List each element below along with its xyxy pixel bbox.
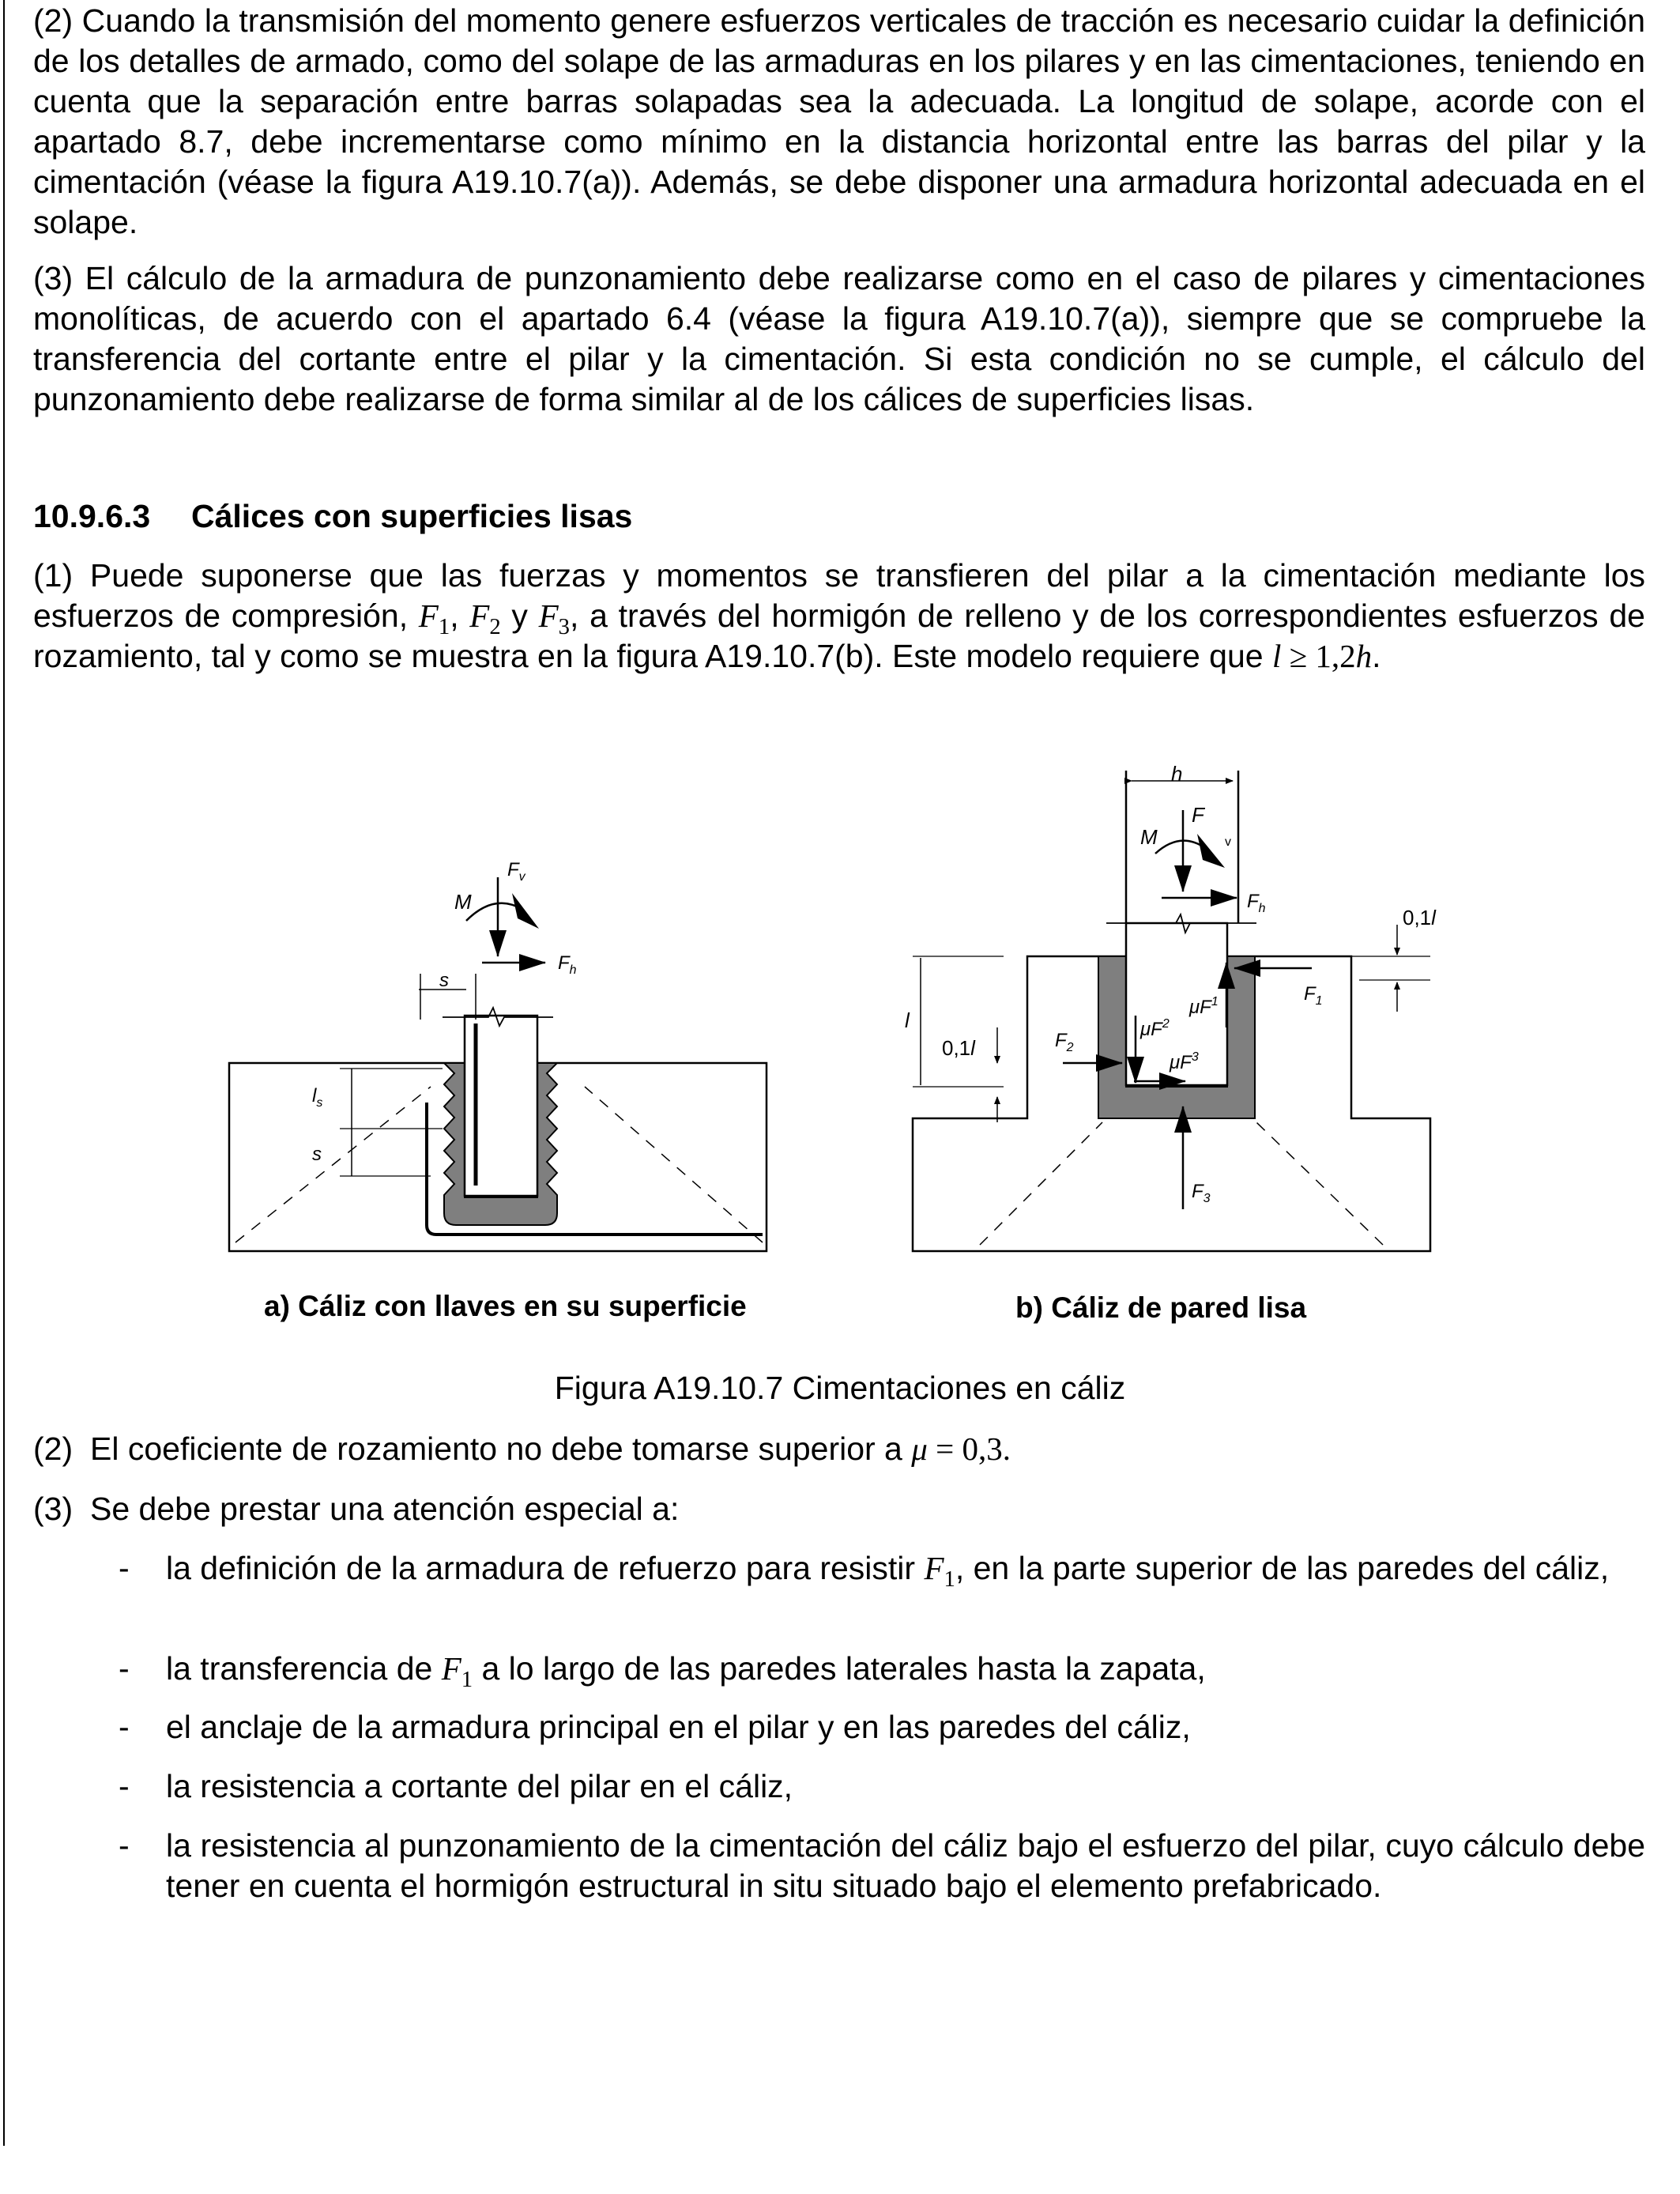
label-f3-b: $F_3$ [1192, 1181, 1211, 1205]
label-s-top-a: s [439, 970, 449, 991]
moment-arrowhead-b [1197, 834, 1225, 868]
symbol-f1: F [418, 598, 439, 634]
label-f-b: F [1192, 803, 1204, 827]
label-fh-a: $F_h$ [558, 952, 577, 977]
label-ls-a: $l_s$ [312, 1085, 323, 1110]
symbol-f2: F [469, 598, 490, 634]
figure-caption: Figura A19.10.7 Cimentaciones en cáliz [554, 1370, 1126, 1406]
bullet-text: la transferencia de [166, 1650, 442, 1687]
label-m-a: M [454, 890, 472, 914]
symbol-f1: F [924, 1550, 944, 1586]
punching-line-a-left [235, 1087, 431, 1242]
section-number: 10.9.6.3 [33, 498, 151, 534]
label-v-b: v [1225, 835, 1231, 849]
label-01l-low-b: 0,1l [942, 1036, 975, 1060]
subscript: 1 [944, 1566, 955, 1593]
bullet-item-1 [166, 1548, 1645, 1593]
symbol-h: h [1355, 638, 1373, 674]
bullet-dash: - [119, 1827, 130, 1864]
paragraph-friction [33, 1429, 1645, 1469]
section-heading [33, 496, 632, 537]
figure-a-drawing [229, 859, 767, 1251]
punching-line-b-left [980, 1122, 1102, 1245]
bullet-item-4: la resistencia a cortante del pilar en el cáliz, [166, 1768, 793, 1804]
paragraph-text: El coeficiente de rozamiento no debe tomarse superior a [90, 1431, 912, 1467]
paragraph-2: (2) Cuando la transmisión del momento genere esfuerzos verticales de tracción es necesario cuidar la definición de los detalles de armado, como del solape de las armaduras en los pilares y en las cimentaciones, teniendo en cuenta que la separación entre barras solapadas sea la adecuada. La longitud de solape, acorde con el apartado 8.7, debe incrementarse como mínimo en la distancia horizontal entre las barras del pilar y la cimentación (véase la figura A19.10.7(a)). Además, se debe disponer una armadura horizontal adecuada en el solape. [33, 2, 1645, 240]
symbol-l: l [1271, 638, 1282, 674]
bullet-dash: - [119, 1768, 130, 1804]
subscript: 1 [461, 1667, 473, 1693]
paragraph-attention [33, 1489, 1645, 1529]
punching-line-b-right [1256, 1122, 1383, 1245]
punching-line-a-right [585, 1087, 763, 1242]
moment-arc-a [466, 903, 522, 921]
paragraph-3: (3) El cálculo de la armadura de punzonamiento debe realizarse como en el caso de pilares y cimentaciones monolíticas, de acuerdo con el apartado 6.4 (véase la figura A19.10.7(a)), siempre que se compruebe la transferencia del cortante entre el pilar y la cimentación. Si esta condición no se cumple, el cálculo del punzonamiento debe realizarse de forma similar al de los cálices de superficies lisas. [33, 260, 1645, 417]
moment-arrowhead-a [512, 893, 539, 929]
label-mu-f3-b: $\mu F^3$ [1170, 1050, 1199, 1073]
value: 1,2 [1315, 638, 1356, 674]
section-paragraph-1 [33, 556, 1645, 677]
symbol-geq: ≥ [1281, 638, 1316, 674]
bullet-dash: - [119, 1650, 130, 1687]
label-01l-top-b: 0,1l [1403, 906, 1436, 929]
symbol-f3: F [538, 598, 559, 634]
paragraph-text: Puede suponerse que las fuerzas y momentos se transfieren del pilar a la cimentación mediante los esfuerzos de compresión, [33, 557, 1645, 634]
subscript: 1 [438, 614, 450, 640]
label-fh-b: $F_h$ [1247, 891, 1266, 915]
period: . [1372, 638, 1381, 674]
figure-a19-10-7 [0, 743, 1680, 1359]
subcaption-b: b) Cáliz de pared lisa [1015, 1291, 1307, 1324]
bullet-text: a lo largo de las paredes laterales hasta la zapata, [473, 1650, 1206, 1687]
separator: , [450, 598, 470, 634]
paragraph-text-2: , a través del hormigón de relleno y de los correspondientes esfuerzos de rozamiento, tal y como se muestra en la figura A19.10.7(b). Este modelo requiere que [33, 598, 1645, 674]
symbol-f1: F [441, 1650, 461, 1687]
bullet-item-3: el anclaje de la armadura principal en el pilar y en las paredes del cáliz, [166, 1709, 1191, 1745]
label-f2-b: $F_2$ [1055, 1030, 1074, 1054]
label-mu-f1-b: $\mu F^1$ [1189, 995, 1219, 1018]
paragraph-number: (1) [33, 557, 73, 594]
paragraph-text: Se debe prestar una atención especial a: [90, 1491, 680, 1527]
conjunction: y [500, 598, 539, 634]
label-f1-b: $F_1$ [1304, 983, 1323, 1008]
label-mu-f2-b: $\mu F^2$ [1140, 1017, 1170, 1040]
subscript: 2 [489, 614, 501, 640]
bullet-text: la definición de la armadura de refuerzo para resistir [166, 1550, 925, 1586]
label-h-b: h [1171, 762, 1183, 786]
bullet-item-5: la resistencia al punzonamiento de la cimentación del cáliz bajo el esfuerzo del pilar, cuyo cálculo debe tener en cuenta el hormigón estructural in situ situado bajo el elemento prefabricado. [166, 1827, 1645, 1904]
symbol-mu: μ [911, 1431, 928, 1467]
subcaption-a: a) Cáliz con llaves en su superficie [264, 1290, 747, 1322]
equation-value: = 0,3. [927, 1431, 1011, 1467]
label-fv-a: $F_v$ [507, 859, 525, 884]
label-l-b: l [905, 1008, 910, 1032]
section-title: Cálices con superficies lisas [191, 498, 633, 534]
bullet-text: , en la parte superior de las paredes del cáliz, [955, 1550, 1610, 1586]
label-m-b: M [1140, 825, 1158, 849]
figure-b-drawing [905, 762, 1437, 1251]
bullet-dash: - [119, 1709, 130, 1745]
bullet-item-2 [166, 1649, 1645, 1693]
paragraph-number: (2) [33, 1431, 73, 1467]
subscript: 3 [558, 614, 570, 640]
paragraph-number: (3) [33, 1491, 73, 1527]
bullet-dash: - [119, 1550, 130, 1586]
label-s-side-a: s [312, 1144, 322, 1165]
